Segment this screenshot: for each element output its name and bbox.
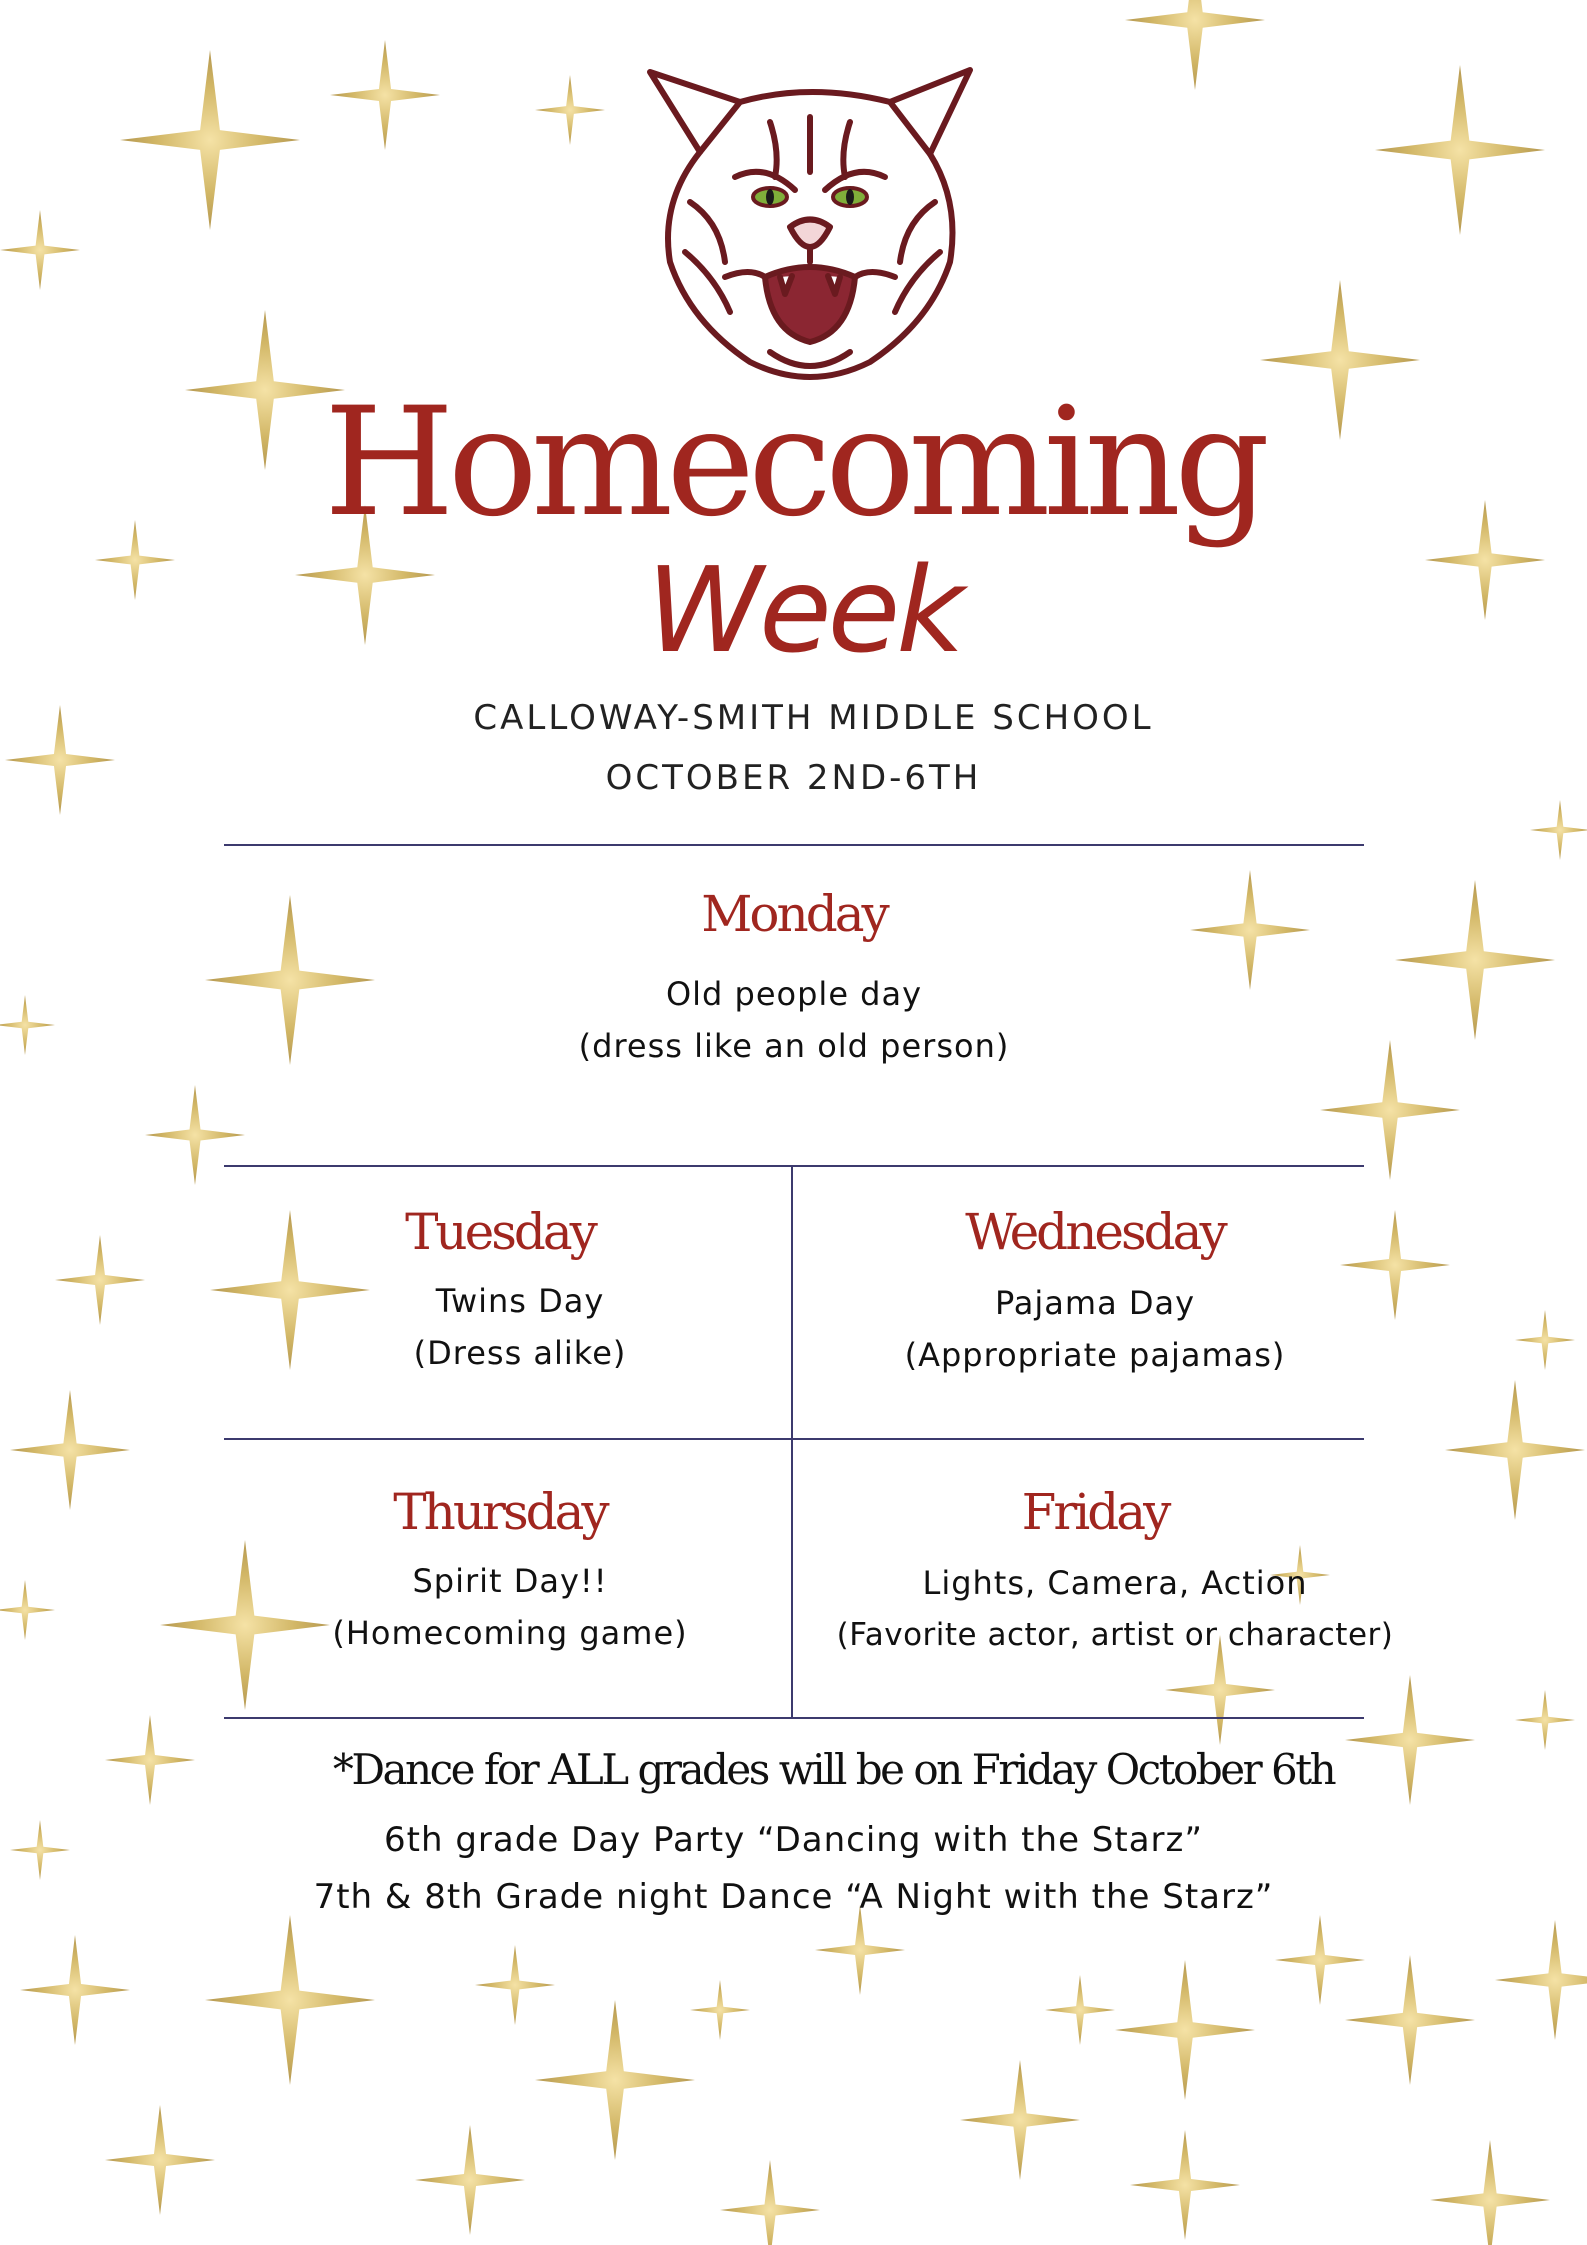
friday-line1: Lights, Camera, Action xyxy=(922,1564,1308,1602)
day-wednesday-desc xyxy=(845,1277,1345,1381)
divider-bottom xyxy=(224,1717,1364,1719)
wednesday-line2: (Appropriate pajamas) xyxy=(904,1336,1286,1374)
day-monday-desc xyxy=(224,968,1364,1072)
friday-line2: (Favorite actor, artist or character) xyxy=(836,1617,1394,1653)
wednesday-line1: Pajama Day xyxy=(994,1284,1196,1322)
day-friday-heading: Friday xyxy=(1021,1483,1169,1541)
monday-line1: Old people day xyxy=(665,975,923,1013)
tuesday-line2: (Dress alike) xyxy=(413,1334,627,1372)
thursday-line2: (Homecoming game) xyxy=(332,1614,688,1652)
title-week: Week xyxy=(646,541,961,679)
day-tuesday-heading: Tuesday xyxy=(405,1203,595,1261)
night-dance-line: 7th & 8th Grade night Dance “A Night with the Starz” xyxy=(313,1877,1274,1917)
tuesday-line1: Twins Day xyxy=(435,1282,605,1320)
wildcat-mascot-icon xyxy=(630,62,990,397)
divider-vertical xyxy=(791,1165,793,1717)
thursday-line1: Spirit Day!! xyxy=(412,1562,608,1600)
day-party-line: 6th grade Day Party “Dancing with the Starz” xyxy=(384,1820,1203,1860)
day-tuesday-desc xyxy=(320,1275,720,1379)
day-thursday-heading: Thursday xyxy=(393,1483,607,1541)
day-thursday-desc xyxy=(310,1555,710,1659)
day-wednesday-heading: Wednesday xyxy=(965,1203,1225,1261)
day-friday-desc xyxy=(795,1557,1435,1661)
divider-after-monday xyxy=(224,1165,1364,1167)
school-name: CALLOWAY-SMITH MIDDLE SCHOOL xyxy=(473,698,1154,738)
event-dates: OCTOBER 2ND-6TH xyxy=(605,758,982,798)
day-monday-heading: Monday xyxy=(701,885,887,943)
divider-middle xyxy=(224,1438,1364,1440)
divider-top xyxy=(224,844,1364,846)
title-homecoming: Homecoming xyxy=(323,376,1264,550)
monday-line2: (dress like an old person) xyxy=(578,1027,1010,1065)
dance-note: *Dance for ALL grades will be on Friday October 6th xyxy=(332,1745,1335,1794)
